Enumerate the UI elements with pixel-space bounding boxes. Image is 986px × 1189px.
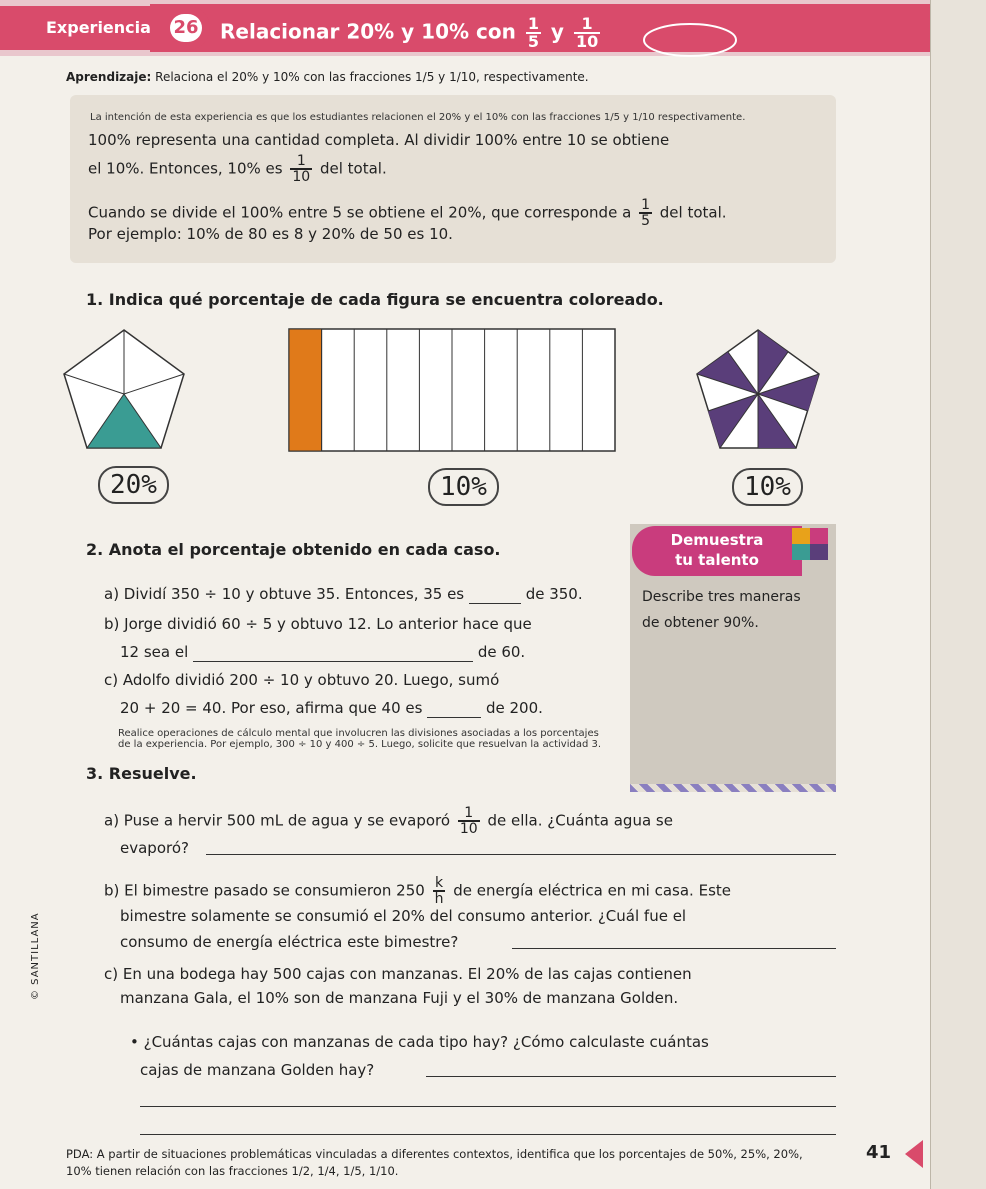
question-1-title: 1. Indica qué porcentaje de cada figura se encuentra coloreado. (86, 290, 664, 309)
q3-b-answer-line[interactable] (512, 948, 836, 949)
figure-pentagon-purple (690, 328, 826, 452)
title-text: Relacionar 20% y 10% con (220, 19, 516, 44)
q2-item-b-line2: 12 sea el de 60. (120, 643, 526, 661)
q3-a-answer-line[interactable] (206, 854, 836, 855)
answer-figure-1: 20% (98, 466, 169, 504)
q2-c-blank[interactable] (427, 717, 481, 718)
figure-rectangle-tenths (288, 328, 616, 452)
q3-item-c-question-2: cajas de manzana Golden hay? (140, 1061, 375, 1079)
q3-item-c-question-1: • ¿Cuántas cajas con manzanas de cada tipo hay? ¿Cómo calculaste cuántas (130, 1033, 709, 1051)
page-corner-marker (905, 1140, 923, 1168)
intro-line-1: 100% representa una cantidad completa. Al dividir 100% entre 10 se obtiene (88, 131, 670, 149)
title-fraction-1: $\frac{1}{5}$ (527, 14, 539, 51)
teacher-note: Realice operaciones de cálculo mental que involucren las divisiones asociadas a los porcentajes de la experiencia. Por ejemplo, 300 ÷ 10 y 400 ÷ 5. Luego, solicite que resuelvan la actividad 3. (118, 728, 602, 750)
q3-item-a-line1: a) Puse a hervir 500 mL de agua y se evaporó $\frac{1}{10}$ de ella. ¿Cuánta agua se (104, 805, 673, 837)
title-joiner: y (550, 19, 564, 44)
intro-line-2: el 10%. Entonces, 10% es $\frac{1}{10}$ del total. (88, 153, 387, 185)
adjacent-page-edge (930, 0, 986, 1189)
header-oval-decoration (640, 20, 740, 60)
q2-item-a: a) Dividí 350 ÷ 10 y obtuve 35. Entonces, 35 es de 350. (104, 585, 583, 603)
page-number: 41 (866, 1142, 892, 1163)
q2-item-b-line1: b) Jorge dividió 60 ÷ 5 y obtuvo 12. Lo anterior hace que (104, 615, 532, 633)
title-fraction-2: $\frac{1}{10}$ (575, 14, 599, 51)
q3-item-a-line2: evaporó? (120, 839, 189, 857)
q2-b-blank[interactable] (193, 661, 473, 662)
demuestra-text: Describe tres maneras de obtener 90%. (642, 589, 801, 631)
q3-item-b-line1: b) El bimestre pasado se consumieron 250 $\frac{k}{h}$ de energía eléctrica en mi casa. Este (104, 875, 731, 907)
figure-pentagon-teal (60, 328, 188, 452)
answer-figure-3: 10% (732, 468, 803, 506)
experience-label: Experiencia (46, 18, 151, 37)
q2-a-blank[interactable] (469, 603, 521, 604)
q3-c-answer-line-1[interactable] (426, 1076, 836, 1077)
q2-item-c-line1: c) Adolfo dividió 200 ÷ 10 y obtuvo 20. Luego, sumó (104, 671, 500, 689)
q3-item-b-line3: consumo de energía eléctrica este bimestre? (120, 933, 459, 951)
copyright-side: © SANTILLANA (30, 912, 41, 1000)
q2-item-c-line2: 20 + 20 = 40. Por eso, afirma que 40 es de 200. (120, 699, 543, 717)
q3-c-answer-line-2[interactable] (140, 1106, 836, 1107)
q3-item-b-line2: bimestre solamente se consumió el 20% del consumo anterior. ¿Cuál fue el (120, 907, 687, 925)
intro-line-4: Por ejemplo: 10% de 80 es 8 y 20% de 50 es 10. (88, 225, 453, 243)
q3-item-c-line1: c) En una bodega hay 500 cajas con manzanas. El 20% de las cajas contienen (104, 965, 692, 983)
q3-item-c-line2: manzana Gala, el 10% son de manzana Fuji y el 30% de manzana Golden. (120, 989, 679, 1007)
question-2-title: 2. Anota el porcentaje obtenido en cada caso. (86, 540, 501, 559)
q3-c-answer-line-3[interactable] (140, 1134, 836, 1135)
intro-line-3: Cuando se divide el 100% entre 5 se obtiene el 20%, que corresponde a $\frac{1}{5}$ del total. (88, 197, 727, 229)
intro-teacher-note: La intención de esta experiencia es que los estudiantes relacionen el 20% y el 10% con las fracciones 1/5 y 1/10 respectivamente. (90, 112, 746, 123)
aprendizaje: Aprendizaje: Relaciona el 20% y 10% con las fracciones 1/5 y 1/10, respectivamente. (66, 70, 589, 84)
demuestra-stripe (630, 784, 836, 792)
footer-pda: PDA: A partir de situaciones problemáticas vinculadas a diferentes contextos, identifica que los porcentajes de 50%, 25%, 20%, 10% tienen relación con las fracciones 1/2, 1/4, 1/5, 1/10. (66, 1147, 803, 1178)
demuestra-badge: Demuestra tu talento (632, 526, 802, 576)
question-3-title: 3. Resuelve. (86, 764, 197, 783)
page-title (220, 16, 603, 50)
experience-number: 26 (170, 14, 202, 42)
answer-figure-2: 10% (428, 468, 499, 506)
puzzle-icon (788, 522, 836, 566)
